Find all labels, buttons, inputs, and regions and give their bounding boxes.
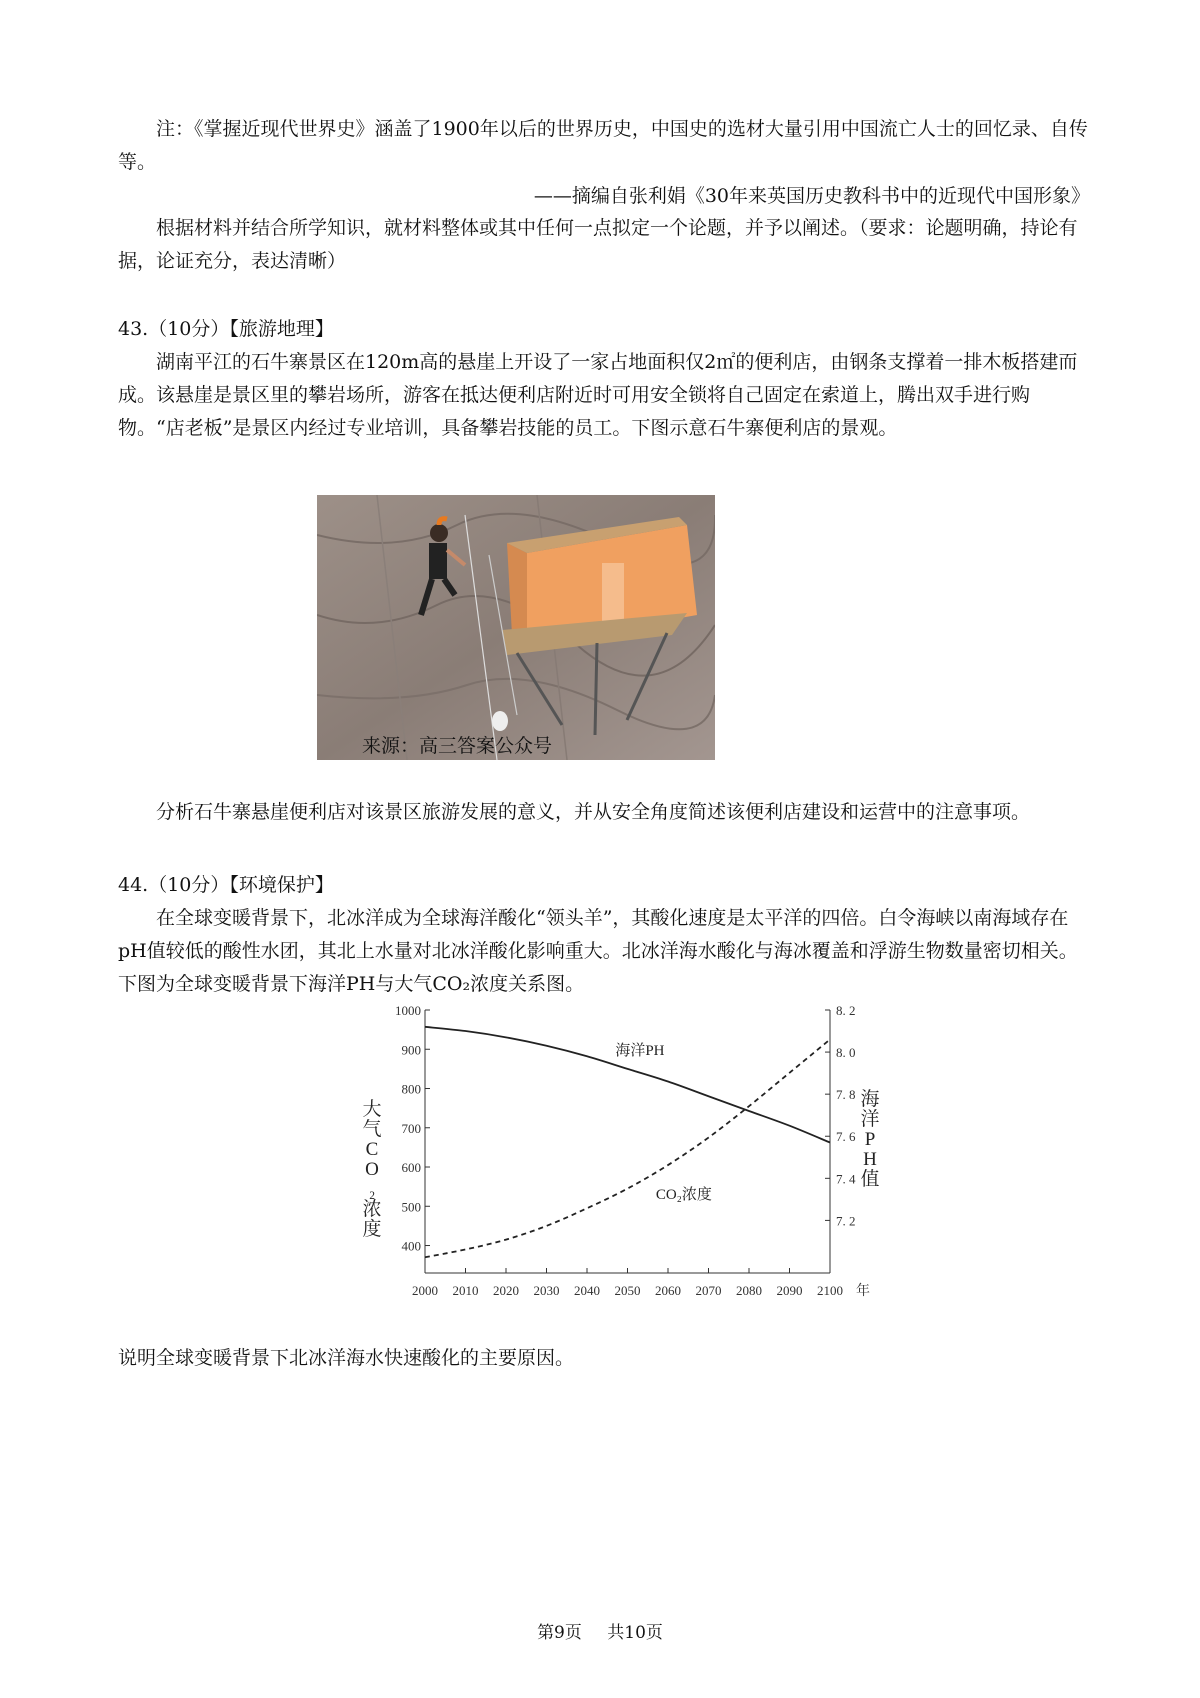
note-text: 注：《掌握近现代世界史》涵盖了1900年以后的世界历史，中国史的选材大量引用中国流亡人士的回忆录、自传等。	[118, 118, 1088, 173]
x-tick-label: 2070	[695, 1283, 722, 1298]
x-tick-label: 2060	[655, 1283, 681, 1298]
x-tick-label: 2080	[736, 1283, 762, 1298]
left-axis-title: 度	[362, 1219, 382, 1240]
ph-co2-chart	[350, 995, 890, 1315]
right-axis-title: 洋	[860, 1109, 880, 1130]
q43-heading: 43.（10分）【旅游地理】	[118, 318, 334, 340]
right-tick-label: 7. 2	[836, 1213, 856, 1229]
left-axis-title: 大	[362, 1099, 382, 1120]
x-tick-label: 2020	[493, 1283, 519, 1298]
left-axis-title: 气	[362, 1119, 382, 1140]
left-axis-title: 浓	[362, 1199, 382, 1220]
cliff-photo-image	[317, 495, 715, 760]
right-tick-label: 7. 4	[836, 1171, 856, 1187]
page-total: 共10页	[607, 1623, 663, 1643]
right-axis-title: H	[863, 1149, 877, 1170]
q44-heading: 44.（10分）【环境保护】	[118, 874, 334, 896]
right-tick-label: 7. 6	[836, 1129, 856, 1145]
right-axis-title: P	[864, 1129, 876, 1150]
right-tick-label: 8. 2	[836, 1003, 856, 1018]
co2-series-line	[425, 1039, 830, 1257]
q44-question: 说明全球变暖背景下北冰洋海水快速酸化的主要原因。	[118, 1347, 575, 1369]
page-number: 第9页	[537, 1623, 582, 1643]
left-axis-title: O	[365, 1159, 379, 1180]
right-tick-label: 7. 8	[836, 1087, 856, 1103]
q44-body: 在全球变暖背景下，北冰洋成为全球海洋酸化“领头羊”，其酸化速度是太平洋的四倍。白令海峡以南海域存在pH值较低的酸性水团，其北上水量对北冰洋酸化影响重大。北冰洋海水酸化与海冰覆盖和浮游生物数量密切相关。下图为全球变暖背景下海洋PH与大气CO₂浓度关系图。	[118, 907, 1078, 995]
chart-svg	[350, 995, 890, 1315]
right-axis-title: 值	[860, 1169, 880, 1190]
x-axis-unit: 年	[856, 1284, 870, 1299]
q42-prompt: 根据材料并结合所学知识，就材料整体或其中任何一点拟定一个论题，并予以阐述。（要求：论题明确，持论有据，论证充分，表达清晰）	[118, 217, 1078, 272]
x-tick-label: 2090	[776, 1283, 803, 1298]
ph-series-label: 海洋PH	[615, 1042, 665, 1059]
co2-series-label: CO₂浓度	[655, 1187, 712, 1204]
q43-question: 分析石牛寨悬崖便利店对该景区旅游发展的意义，并从安全角度简述该便利店建设和运营中的注意事项。	[156, 801, 1031, 823]
left-tick-label: 800	[401, 1081, 421, 1097]
left-tick-label: 600	[401, 1160, 421, 1176]
q43-body: 湖南平江的石牛寨景区在120m高的悬崖上开设了一家占地面积仅2㎡的便利店，由钢条支撑着一排木板搭建而成。该悬崖是景区里的攀岩场所，游客在抵达便利店附近时可用安全锁将自己固定在索道上，腾出双手进行购物。“店老板”是景区内经过专业培训，具备攀岩技能的员工。下图示意石牛寨便利店的景观。	[118, 351, 1078, 439]
photo-caption: 来源：高三答案公众号	[362, 735, 553, 757]
x-tick-label: 2030	[533, 1283, 560, 1298]
left-axis-title: C	[365, 1139, 379, 1160]
x-tick-label: 2050	[614, 1283, 641, 1298]
right-tick-label: 8. 0	[836, 1045, 856, 1061]
x-tick-label: 2040	[574, 1283, 600, 1298]
x-tick-label: 2010	[452, 1283, 479, 1298]
x-tick-label: 2000	[412, 1283, 438, 1298]
note-source: ——摘编自张利娟《30年来英国历史教科书中的近现代中国形象》	[533, 185, 1090, 207]
left-tick-label: 500	[401, 1199, 421, 1215]
x-tick-label: 2100	[817, 1283, 843, 1298]
left-axis-title: ₂	[368, 1179, 376, 1200]
left-tick-label: 400	[401, 1238, 421, 1254]
left-tick-label: 1000	[395, 1003, 421, 1018]
right-axis-title: 海	[860, 1089, 880, 1110]
page-footer	[0, 1618, 1200, 1643]
left-tick-label: 900	[401, 1042, 421, 1058]
cliff-store-photo	[317, 495, 715, 760]
left-tick-label: 700	[401, 1120, 421, 1136]
